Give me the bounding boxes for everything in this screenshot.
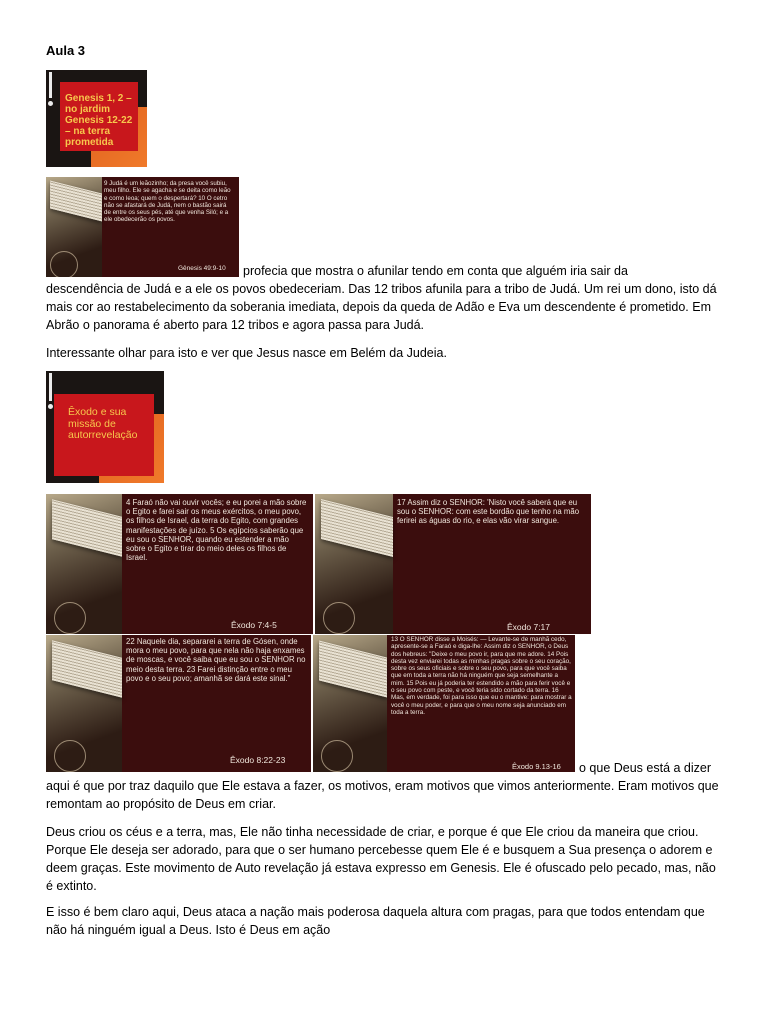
verse-text: 13 O SENHOR disse a Moisés: — Levante-se de manhã cedo, apresente-se a Faraó e diga-lhe: Assim diz o SENHOR, o Deus dos hebreus: "Deixe o meu povo ir, para que me adore. 14 Pois desta vez enviarei todas as minhas pragas sobre o seu coração, sobre os seus oficiais e sobre o seu povo, para que você saiba que em toda a terra não há ninguém que seja semelhante a mim. 15 Pois eu já poderia ter estendido a mão para ferir você e o seu povo com peste, e você teria sido cortado da terra. 16 Mas, em verdade, foi para isso que eu o mantive: para mostrar a você o meu poder, e para que o meu nome seja anunciado em toda a terra.	[391, 636, 572, 716]
verse-text: 17 Assim diz o SENHOR: 'Nisto você saberá que eu sou o SENHOR: com este bordão que tenho na mão ferirei as águas do rio, e elas vão virar sangue.	[397, 498, 580, 526]
logo-icon	[54, 740, 86, 772]
title-card-text: Genesis 1, 2 – no jardim Genesis 12-22 – na terra prometida	[65, 93, 133, 148]
verse-text: 22 Naquele dia, separarei a terra de Gósen, onde mora o meu povo, para que nela não haja enxames de moscas, e você saiba que eu sou o SENHOR no meio desta terra. 23 Farei distinção entre o meu povo e o seu povo; amanhã se dará este sinal."	[126, 637, 306, 683]
paragraph-2: Interessante olhar para isto e ver que Jesus nasce em Belém da Judeia.	[46, 346, 447, 360]
logo-icon	[323, 602, 355, 634]
paragraph-3: aqui é que por traz daquilo que Ele estava a fazer, os motivos, eram motivos que vimos anteriormente. Eram motivos que remontam ao propósito de Deus em criar.	[46, 779, 719, 811]
title-card-genesis	[46, 70, 147, 167]
title-card-exodus	[46, 371, 164, 483]
verse-slide-exodus-7-4	[46, 494, 313, 634]
verse-slide-exodus-8-22	[46, 635, 311, 772]
verse-slide-exodus-7-17	[315, 494, 591, 634]
verse-reference: Êxodo 8:22-23	[230, 755, 286, 765]
verse-reference: Gênesis 49:9-10	[178, 265, 226, 272]
verse-text: 4 Faraó não vai ouvir vocês; e eu porei a mão sobre o Egito e farei sair os meus exércitos, o meu povo, os filhos de Israel, da terra do Egito, com grandes manifestações de juízo. 5 Os egípcios saberão que eu sou o SENHOR, quando eu estender a mão sobre o Egito e tirar do meio deles os filhos de Israel.	[126, 498, 307, 563]
logo-icon	[321, 740, 353, 772]
verse-reference: Êxodo 7:17	[507, 622, 551, 632]
paragraph-3-inline: o que Deus está a dizer	[579, 761, 712, 775]
paragraph-4: Deus criou os céus e a terra, mas, Ele não tinha necessidade de criar, e porque é que Ele criou da maneira que criou. Porque Ele deseja ser adorado, para que o ser humano percebesse quem Ele é e busquem a Sua presença o adorem e deem graças. Este movimento de Auto revelação já estava expresso em Genesis. Ele é ofuscado pelo pecado, mas, não é extinto.	[46, 825, 716, 893]
verse-slide-exodus-9-13	[313, 635, 575, 772]
document-heading: Aula 3	[46, 43, 86, 58]
verse-reference: Êxodo 9.13-16	[512, 762, 561, 771]
logo-icon	[54, 602, 86, 634]
title-card-text: Êxodo e sua missão de autorrevelação	[68, 406, 138, 441]
verse-reference: Êxodo 7:4-5	[231, 620, 277, 630]
paragraph-5: E isso é bem claro aqui, Deus ataca a nação mais poderosa daquela altura com pragas, para que todos entendam que não há ninguém igual a Deus. Isto é Deus em ação	[46, 905, 705, 937]
verse-slide-genesis	[46, 177, 239, 277]
paragraph-1-inline: profecia que mostra o afunilar tendo em conta que alguém iria sair da	[243, 264, 628, 278]
verse-text: 9 Judá é um leãozinho; da presa você subiu, meu filho. Ele se agacha e se deita como leão e como leoa; quem o despertará? 10 O cetro não se afastará de Judá, nem o bastão sairá de entre os seus pés, até que venha Siló; e a ele obedecerão os povos.	[104, 180, 231, 224]
logo-icon	[50, 251, 78, 277]
exclamation-icon	[49, 373, 52, 401]
paragraph-1: descendência de Judá e a ele os povos obedeceriam. Das 12 tribos afunila para a tribo de Judá. Um rei um dono, isto dá mais cor ao restabelecimento da soberania imediata, depois da queda de Adão e Eva um descendente é prometido. Em Abrão o panorama é aberto para 12 tribos e agora passa para Judá.	[46, 282, 717, 332]
exclamation-icon	[49, 72, 52, 98]
